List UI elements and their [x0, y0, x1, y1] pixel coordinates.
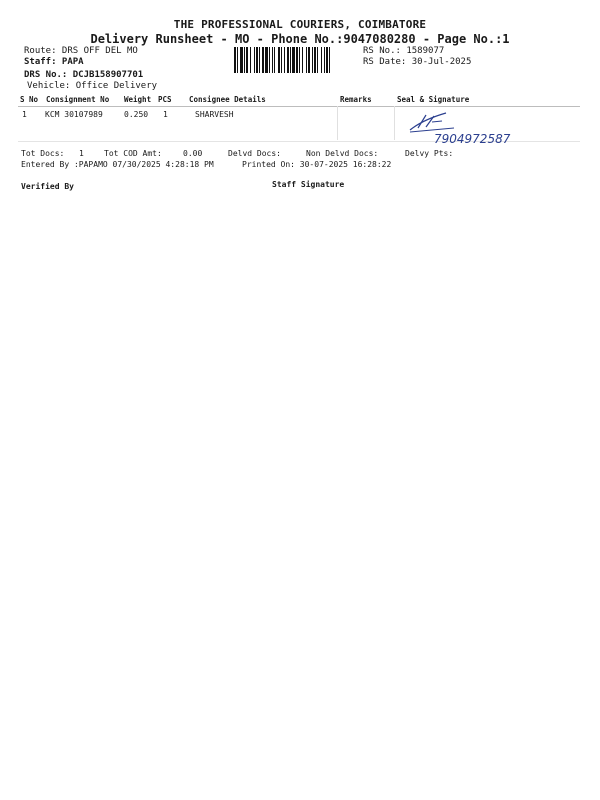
col-header-seal-signature: Seal & Signature [397, 95, 470, 104]
page-subtitle: Delivery Runsheet - MO - Phone No.:9047080280 - Page No.:1 [90, 32, 510, 46]
rs-date: RS Date: 30-Jul-2025 [363, 57, 472, 67]
company-title: THE PROFESSIONAL COURIERS, COIMBATORE [173, 18, 427, 31]
non-delvd-docs-label: Non Delvd Docs: [306, 149, 379, 158]
staff-label: Staff: PAPA [24, 57, 84, 67]
tot-docs-value: 1 [79, 149, 84, 158]
entered-by: Entered By :PAPAMO 07/30/2025 4:28:18 PM [21, 160, 214, 169]
col-header-remarks: Remarks [340, 95, 372, 104]
row-weight: 0.250 [124, 110, 149, 119]
tot-cod-value: 0.00 [183, 149, 203, 158]
staff-signature-label: Staff Signature [272, 180, 345, 189]
verified-by-label: Verified By [21, 182, 74, 191]
col-header-consignee: Consignee Details [189, 95, 266, 104]
row-sno: 1 [22, 110, 27, 119]
col-header-consignment: Consignment No [46, 95, 110, 104]
header-divider [18, 106, 580, 107]
drs-number: DRS No.: DCJB158907701 [24, 70, 144, 80]
route-label: Route: DRS OFF DEL MO [24, 46, 138, 56]
col-header-pcs: PCS [158, 95, 172, 104]
row-pcs: 1 [163, 110, 168, 119]
delvd-docs-label: Delvd Docs: [228, 149, 281, 158]
tot-docs-label: Tot Docs: [21, 149, 65, 158]
seal-divider [394, 106, 395, 140]
printed-on: Printed On: 30-07-2025 16:28:22 [242, 160, 392, 169]
vehicle-label: Vehicle: Office Delivery [27, 81, 158, 91]
handwritten-signature [404, 112, 530, 146]
row-consignee: SHARVESH [195, 110, 234, 119]
handwritten-phone: 7904972587 [434, 132, 511, 146]
delvy-pts-label: Delvy Pts: [405, 149, 454, 158]
tot-cod-label: Tot COD Amt: [104, 149, 162, 158]
barcode-image [234, 47, 358, 73]
col-header-weight: Weight [124, 95, 152, 104]
remarks-divider [337, 106, 338, 140]
row-consignment-no: KCM 30107989 [45, 110, 103, 119]
rs-number: RS No.: 1589077 [363, 46, 445, 56]
col-header-sno: S No [20, 95, 39, 104]
